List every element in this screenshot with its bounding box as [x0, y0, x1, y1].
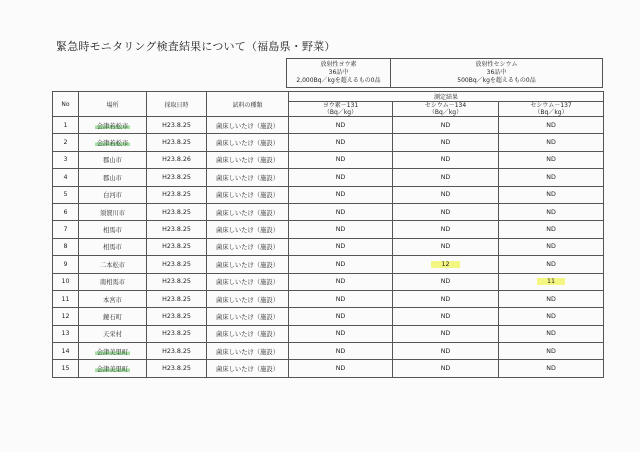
row-cs134-cell — [393, 151, 499, 168]
row-iodine: ND — [335, 121, 346, 129]
row-iodine-cell — [289, 169, 393, 186]
row-sample: 菌床しいたけ（施設） — [216, 244, 279, 252]
row-date: H23.8.25 — [162, 243, 191, 251]
row-no-cell — [53, 186, 79, 203]
iodine-summary-count: 36品中 — [328, 69, 349, 76]
row-cs137: ND — [546, 173, 556, 181]
row-cs137: ND — [546, 347, 556, 355]
row-iodine-cell — [289, 117, 393, 134]
row-cs134: ND — [440, 139, 451, 147]
row-no: 2 — [63, 139, 68, 147]
row-cs137-cell — [499, 325, 604, 342]
row-iodine: ND — [335, 226, 346, 234]
summary-box — [286, 58, 603, 88]
row-date-cell — [147, 325, 207, 342]
row-cs134: ND — [440, 365, 451, 373]
row-iodine: ND — [335, 139, 346, 147]
row-iodine: ND — [335, 156, 346, 164]
row-sample-cell — [207, 360, 289, 377]
row-place-cell — [79, 343, 147, 360]
header-place: 場所 — [79, 92, 147, 117]
row-iodine: ND — [335, 191, 346, 199]
table-row — [53, 169, 604, 186]
row-cs134-cell — [393, 134, 499, 151]
row-cs134-cell — [393, 290, 499, 307]
row-date: H23.8.25 — [162, 330, 191, 338]
row-date-cell — [147, 238, 207, 255]
row-no-cell — [53, 308, 79, 325]
row-date: H23.8.25 — [162, 226, 191, 234]
row-sample: 菌床しいたけ（施設） — [216, 157, 279, 165]
row-date: H23.8.25 — [162, 347, 191, 355]
row-cs134: ND — [440, 295, 451, 303]
row-cs137: ND — [546, 330, 556, 338]
row-cs137: ND — [546, 365, 556, 373]
row-cs134: ND — [440, 173, 451, 181]
row-place-cell — [79, 360, 147, 377]
row-place: 南相馬市 — [99, 279, 126, 287]
row-sample: 菌床しいたけ（施設） — [216, 227, 279, 235]
row-place: 相馬市 — [103, 227, 122, 235]
row-sample-cell — [207, 203, 289, 220]
row-place: 郡山市 — [103, 157, 122, 165]
row-place-cell — [79, 290, 147, 307]
row-sample-cell — [207, 273, 289, 290]
row-no: 9 — [63, 260, 68, 268]
table-row — [53, 360, 604, 377]
row-place: 郡山市 — [103, 174, 122, 182]
row-iodine-cell — [289, 325, 393, 342]
header-iodine-label: ヨウ素－131 — [322, 102, 359, 109]
row-no: 6 — [63, 208, 68, 216]
row-sample: 菌床しいたけ（施設） — [216, 174, 279, 182]
header-cs137 — [499, 102, 604, 117]
row-cs137: ND — [546, 139, 556, 147]
row-cs134-cell — [393, 273, 499, 290]
table-row — [53, 186, 604, 203]
row-no-cell — [53, 360, 79, 377]
iodine-summary — [287, 59, 391, 88]
table-row — [53, 117, 604, 134]
row-iodine-cell — [289, 290, 393, 307]
row-cs137-cell — [499, 117, 604, 134]
row-sample-cell — [207, 134, 289, 151]
row-place-cell — [79, 308, 147, 325]
row-cs137-cell — [499, 273, 604, 290]
row-cs134-cell — [393, 360, 499, 377]
header-cs134-unit: （Bq／kg） — [428, 109, 463, 116]
row-cs137-cell — [499, 290, 604, 307]
row-cs134-cell — [393, 238, 499, 255]
row-sample: 菌床しいたけ（施設） — [216, 313, 279, 321]
row-place-cell — [79, 117, 147, 134]
row-cs134-cell — [393, 169, 499, 186]
row-iodine-cell — [289, 343, 393, 360]
row-sample-cell — [207, 290, 289, 307]
row-iodine: ND — [335, 330, 346, 338]
row-no: 1 — [63, 121, 68, 129]
row-no-cell — [53, 238, 79, 255]
iodine-summary-label: 放射性ヨウ素 — [320, 61, 357, 68]
row-sample-cell — [207, 169, 289, 186]
row-iodine: ND — [335, 208, 346, 216]
row-date-cell — [147, 117, 207, 134]
row-cs137: ND — [546, 295, 556, 303]
row-place: 会津若松市 — [96, 140, 129, 148]
row-no-cell — [53, 273, 79, 290]
row-iodine-cell — [289, 134, 393, 151]
row-sample: 菌床しいたけ（施設） — [216, 331, 279, 339]
row-place-cell — [79, 256, 147, 273]
row-place-cell — [79, 169, 147, 186]
row-date: H23.8.25 — [162, 312, 191, 320]
row-cs134: ND — [440, 208, 451, 216]
row-cs134: ND — [440, 243, 451, 251]
header-iodine — [289, 102, 393, 117]
row-cs137-cell — [499, 169, 604, 186]
row-iodine: ND — [335, 260, 346, 268]
row-iodine-cell — [289, 256, 393, 273]
row-date-cell — [147, 256, 207, 273]
row-date-cell — [147, 134, 207, 151]
row-no-cell — [53, 134, 79, 151]
row-cs134-cell — [393, 186, 499, 203]
row-sample: 菌床しいたけ（施設） — [216, 348, 279, 356]
row-cs137-cell — [499, 256, 604, 273]
table-row — [53, 308, 604, 325]
row-no: 7 — [63, 226, 68, 234]
row-no-cell — [53, 169, 79, 186]
row-cs137: ND — [546, 260, 556, 268]
row-iodine: ND — [335, 312, 346, 320]
row-iodine: ND — [335, 278, 346, 286]
table-row — [53, 238, 604, 255]
row-sample-cell — [207, 221, 289, 238]
table-row — [53, 325, 604, 342]
row-cs134: ND — [440, 156, 451, 164]
row-cs134: 12 — [431, 261, 459, 268]
row-iodine-cell — [289, 308, 393, 325]
table-row — [53, 256, 604, 273]
row-cs134: ND — [440, 278, 451, 286]
row-iodine-cell — [289, 186, 393, 203]
row-date-cell — [147, 169, 207, 186]
header-date: 採取日時 — [147, 92, 207, 117]
row-no-cell — [53, 117, 79, 134]
row-iodine: ND — [335, 173, 346, 181]
row-cs137: ND — [546, 312, 556, 320]
row-date: H23.8.25 — [162, 173, 191, 181]
row-sample-cell — [207, 256, 289, 273]
row-sample-cell — [207, 325, 289, 342]
table-row — [53, 151, 604, 168]
row-place: 会津美里町 — [96, 348, 129, 356]
row-place-cell — [79, 238, 147, 255]
row-no: 14 — [61, 347, 70, 355]
row-sample-cell — [207, 151, 289, 168]
row-sample: 菌床しいたけ（施設） — [216, 261, 279, 269]
row-cs137: ND — [546, 191, 556, 199]
row-place-cell — [79, 151, 147, 168]
row-iodine-cell — [289, 238, 393, 255]
row-date-cell — [147, 221, 207, 238]
header-cs134-label: セシウム－134 — [424, 102, 467, 109]
row-iodine-cell — [289, 273, 393, 290]
row-date-cell — [147, 273, 207, 290]
row-no-cell — [53, 221, 79, 238]
row-cs137-cell — [499, 238, 604, 255]
row-cs134-cell — [393, 256, 499, 273]
row-date: H23.8.25 — [162, 295, 191, 303]
row-place: 鏡石町 — [103, 313, 122, 321]
iodine-summary-limit: 2,000Bq／kgを超えるもの0品 — [296, 77, 381, 84]
row-date-cell — [147, 186, 207, 203]
row-iodine-cell — [289, 203, 393, 220]
row-sample-cell — [207, 186, 289, 203]
row-sample-cell — [207, 238, 289, 255]
row-date: H23.8.25 — [162, 121, 191, 129]
row-date-cell — [147, 360, 207, 377]
row-no-cell — [53, 256, 79, 273]
row-no: 11 — [61, 295, 70, 303]
row-cs137-cell — [499, 308, 604, 325]
table-row — [53, 290, 604, 307]
row-cs134-cell — [393, 308, 499, 325]
row-cs134: ND — [440, 347, 451, 355]
row-sample-cell — [207, 308, 289, 325]
row-sample: 菌床しいたけ（施設） — [216, 209, 279, 217]
row-no-cell — [53, 151, 79, 168]
header-sample: 試料の種類 — [207, 92, 289, 117]
header-cs137-label: セシウム－137 — [530, 102, 572, 109]
row-cs134: ND — [440, 226, 451, 234]
row-place-cell — [79, 134, 147, 151]
row-place-cell — [79, 186, 147, 203]
row-sample-cell — [207, 343, 289, 360]
row-no-cell — [53, 203, 79, 220]
row-iodine-cell — [289, 360, 393, 377]
results-table — [52, 91, 604, 378]
row-cs134-cell — [393, 343, 499, 360]
header-no: No — [53, 92, 79, 117]
row-iodine-cell — [289, 151, 393, 168]
row-cs137: ND — [546, 121, 556, 129]
row-place-cell — [79, 325, 147, 342]
row-cs137: 11 — [537, 278, 565, 285]
row-no-cell — [53, 290, 79, 307]
row-sample: 菌床しいたけ（施設） — [216, 366, 279, 374]
cesium-summary-label: 放射性セシウム — [475, 61, 518, 68]
row-cs137: ND — [546, 226, 556, 234]
header-cs134 — [393, 102, 499, 117]
row-sample: 菌床しいたけ（施設） — [216, 296, 279, 304]
row-date-cell — [147, 203, 207, 220]
cesium-summary-count: 36品中 — [486, 69, 507, 76]
row-cs137: ND — [546, 156, 556, 164]
row-iodine: ND — [335, 295, 346, 303]
row-cs134: ND — [440, 121, 451, 129]
row-place: 天栄村 — [103, 331, 122, 339]
row-place: 相馬市 — [103, 244, 122, 252]
row-iodine: ND — [335, 365, 346, 373]
row-date: H23.8.25 — [162, 191, 191, 199]
row-place: 本宮市 — [103, 296, 122, 304]
row-no: 4 — [63, 173, 68, 181]
row-iodine-cell — [289, 221, 393, 238]
row-cs137-cell — [499, 221, 604, 238]
table-row — [53, 134, 604, 151]
row-cs137-cell — [499, 134, 604, 151]
row-no: 13 — [61, 330, 70, 338]
cesium-summary — [391, 59, 603, 88]
row-cs134: ND — [440, 330, 451, 338]
row-no-cell — [53, 343, 79, 360]
row-date: H23.8.25 — [162, 278, 191, 286]
row-no-cell — [53, 325, 79, 342]
row-sample: 菌床しいたけ（施設） — [216, 140, 279, 148]
row-place: 白河市 — [103, 192, 122, 200]
row-no: 10 — [61, 278, 70, 286]
cesium-summary-limit: 500Bq／kgを超えるもの0品 — [457, 77, 536, 84]
row-cs137-cell — [499, 151, 604, 168]
row-date: H23.8.25 — [162, 260, 191, 268]
row-cs137: ND — [546, 208, 556, 216]
row-cs137-cell — [499, 343, 604, 360]
row-place-cell — [79, 221, 147, 238]
row-sample: 菌床しいたけ（施設） — [216, 122, 279, 130]
table-row — [53, 221, 604, 238]
row-date: H23.8.26 — [162, 156, 191, 164]
row-no: 15 — [61, 365, 70, 373]
row-cs137-cell — [499, 203, 604, 220]
header-results: 測定結果 — [289, 92, 604, 102]
row-cs134-cell — [393, 203, 499, 220]
row-cs134: ND — [440, 312, 451, 320]
row-cs134: ND — [440, 191, 451, 199]
table-row — [53, 273, 604, 290]
row-date-cell — [147, 343, 207, 360]
row-cs137-cell — [499, 360, 604, 377]
row-place-cell — [79, 273, 147, 290]
row-cs134-cell — [393, 117, 499, 134]
table-row — [53, 343, 604, 360]
row-date: H23.8.25 — [162, 208, 191, 216]
row-date: H23.8.25 — [162, 365, 191, 373]
row-sample-cell — [207, 117, 289, 134]
header-iodine-unit: （Bq／kg） — [323, 109, 358, 116]
table-row — [53, 203, 604, 220]
row-place: 会津美里町 — [96, 366, 129, 374]
row-no: 5 — [63, 191, 68, 199]
row-cs134-cell — [393, 221, 499, 238]
row-cs134-cell — [393, 325, 499, 342]
row-place: 会津若松市 — [96, 122, 129, 130]
row-place: 須賀川市 — [99, 209, 126, 217]
row-date-cell — [147, 308, 207, 325]
row-iodine: ND — [335, 243, 346, 251]
row-date-cell — [147, 151, 207, 168]
row-no: 8 — [63, 243, 68, 251]
row-no: 3 — [63, 156, 68, 164]
row-iodine: ND — [335, 347, 346, 355]
row-date: H23.8.25 — [162, 139, 191, 147]
row-cs137-cell — [499, 186, 604, 203]
row-sample: 菌床しいたけ（施設） — [216, 279, 279, 287]
row-place-cell — [79, 203, 147, 220]
row-place: 二本松市 — [99, 261, 126, 269]
page-title: 緊急時モニタリング検査結果について（福島県・野菜） — [56, 40, 336, 53]
row-date-cell — [147, 290, 207, 307]
row-sample: 菌床しいたけ（施設） — [216, 192, 279, 200]
row-no: 12 — [61, 312, 70, 320]
header-cs137-unit: （Bq／kg） — [534, 109, 568, 116]
row-cs137: ND — [546, 243, 556, 251]
